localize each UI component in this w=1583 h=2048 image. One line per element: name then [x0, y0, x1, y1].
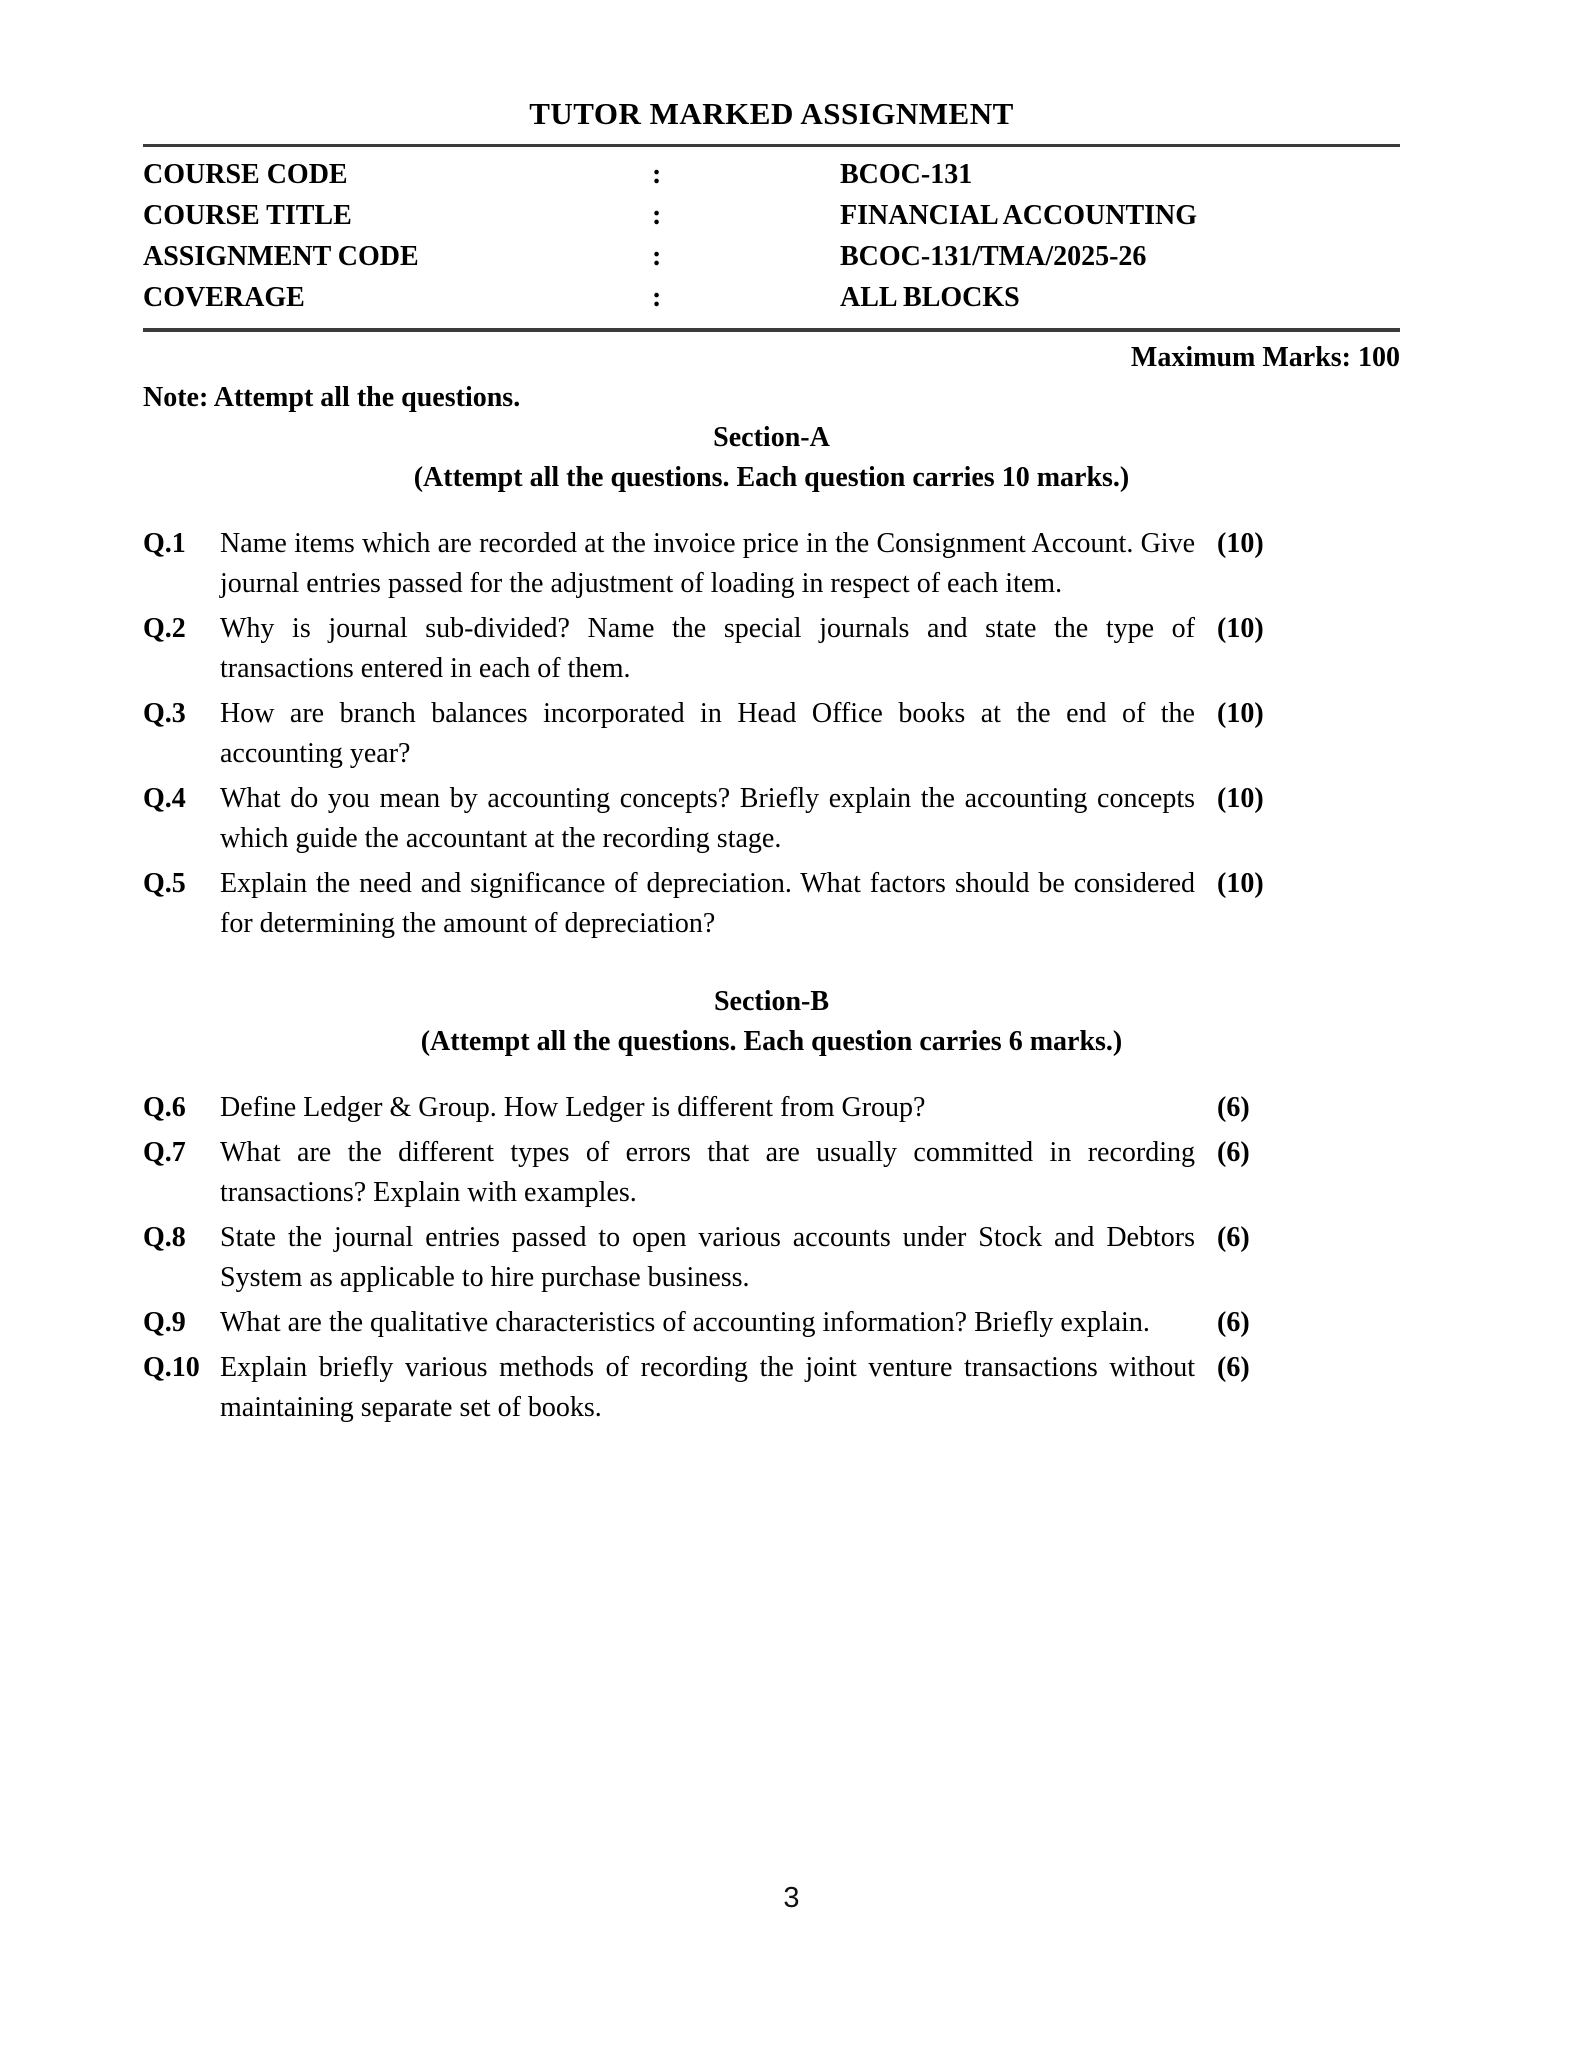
question-row [143, 1303, 1400, 1343]
question-text: State the journal entries passed to open various accounts under Stock and Debtors System as applicable to hire purchase business. [220, 1222, 1195, 1293]
question-marks: (6) [1217, 1137, 1250, 1168]
table-row [143, 195, 1400, 236]
question-row [143, 779, 1400, 859]
question-marks: (10) [1217, 528, 1264, 559]
question-text: What do you mean by accounting concepts? Briefly explain the accounting concepts which guide the accountant at the recording stage. [220, 783, 1195, 854]
question-text: Why is journal sub-divided? Name the special journals and state the type of transactions entered in each of them. [220, 613, 1195, 684]
question-text: Explain the need and significance of depreciation. What factors should be considered for determining the amount of depreciation? [220, 868, 1195, 939]
question-number: Q.9 [143, 1307, 186, 1338]
table-row [143, 277, 1400, 318]
field-value: ALL BLOCKS [840, 282, 1020, 313]
question-text: How are branch balances incorporated in Head Office books at the end of the accounting year? [220, 698, 1195, 769]
question-marks: (6) [1217, 1307, 1250, 1338]
question-marks: (10) [1217, 783, 1264, 814]
table-row [143, 154, 1400, 195]
question-row [143, 1133, 1400, 1213]
question-marks: (10) [1217, 698, 1264, 729]
section-b [143, 982, 1400, 1428]
field-separator: : [652, 282, 662, 313]
question-text: What are the qualitative characteristics of accounting information? Briefly explain. [220, 1307, 1150, 1338]
question-marks: (6) [1217, 1092, 1250, 1123]
question-row [143, 524, 1400, 604]
field-separator: : [652, 200, 662, 231]
question-row [143, 694, 1400, 774]
field-value: BCOC-131/TMA/2025-26 [840, 241, 1147, 272]
question-number: Q.8 [143, 1222, 186, 1253]
section-a-questions [143, 524, 1400, 944]
page-title: TUTOR MARKED ASSIGNMENT [143, 88, 1400, 147]
field-separator: : [652, 241, 662, 272]
field-separator: : [652, 159, 662, 190]
section-b-questions [143, 1088, 1400, 1428]
section-instruction: (Attempt all the questions. Each question carries 10 marks.) [413, 462, 1130, 493]
question-number: Q.1 [143, 528, 186, 559]
course-info-table [143, 147, 1400, 332]
note-line: Note: Attempt all the questions. [143, 382, 521, 413]
question-number: Q.10 [143, 1352, 200, 1383]
page-content [143, 88, 1400, 1433]
question-number: Q.4 [143, 783, 186, 814]
question-text: Define Ledger & Group. How Ledger is different from Group? [220, 1092, 926, 1123]
question-text: Explain briefly various methods of recording the joint venture transactions without maintaining separate set of books. [220, 1352, 1195, 1423]
question-marks: (6) [1217, 1222, 1250, 1253]
field-label: ASSIGNMENT CODE [143, 241, 419, 272]
maximum-marks: Maximum Marks: 100 [1130, 342, 1400, 373]
section-heading: Section-A [713, 422, 830, 453]
question-number: Q.2 [143, 613, 186, 644]
question-text: Name items which are recorded at the invoice price in the Consignment Account. Give journal entries passed for the adjustment of loading in respect of each item. [220, 528, 1195, 599]
section-instruction: (Attempt all the questions. Each question carries 6 marks.) [420, 1026, 1123, 1057]
question-marks: (10) [1217, 868, 1264, 899]
question-number: Q.3 [143, 698, 186, 729]
question-row [143, 609, 1400, 689]
question-row [143, 1088, 1400, 1128]
field-label: COURSE CODE [143, 159, 348, 190]
question-row [143, 864, 1400, 944]
field-label: COVERAGE [143, 282, 305, 313]
table-row [143, 236, 1400, 277]
question-marks: (10) [1217, 613, 1264, 644]
question-number: Q.6 [143, 1092, 186, 1123]
question-marks: (6) [1217, 1352, 1250, 1383]
question-number: Q.7 [143, 1137, 186, 1168]
question-number: Q.5 [143, 868, 186, 899]
field-value: BCOC-131 [840, 159, 973, 190]
question-row [143, 1218, 1400, 1298]
field-value: FINANCIAL ACCOUNTING [840, 200, 1198, 231]
question-text: What are the different types of errors that are usually committed in recording transactions? Explain with examples. [220, 1137, 1195, 1208]
page-number: 3 [783, 1882, 800, 1914]
question-row [143, 1348, 1400, 1428]
field-label: COURSE TITLE [143, 200, 352, 231]
section-heading: Section-B [713, 986, 830, 1017]
section-a [143, 418, 1400, 944]
